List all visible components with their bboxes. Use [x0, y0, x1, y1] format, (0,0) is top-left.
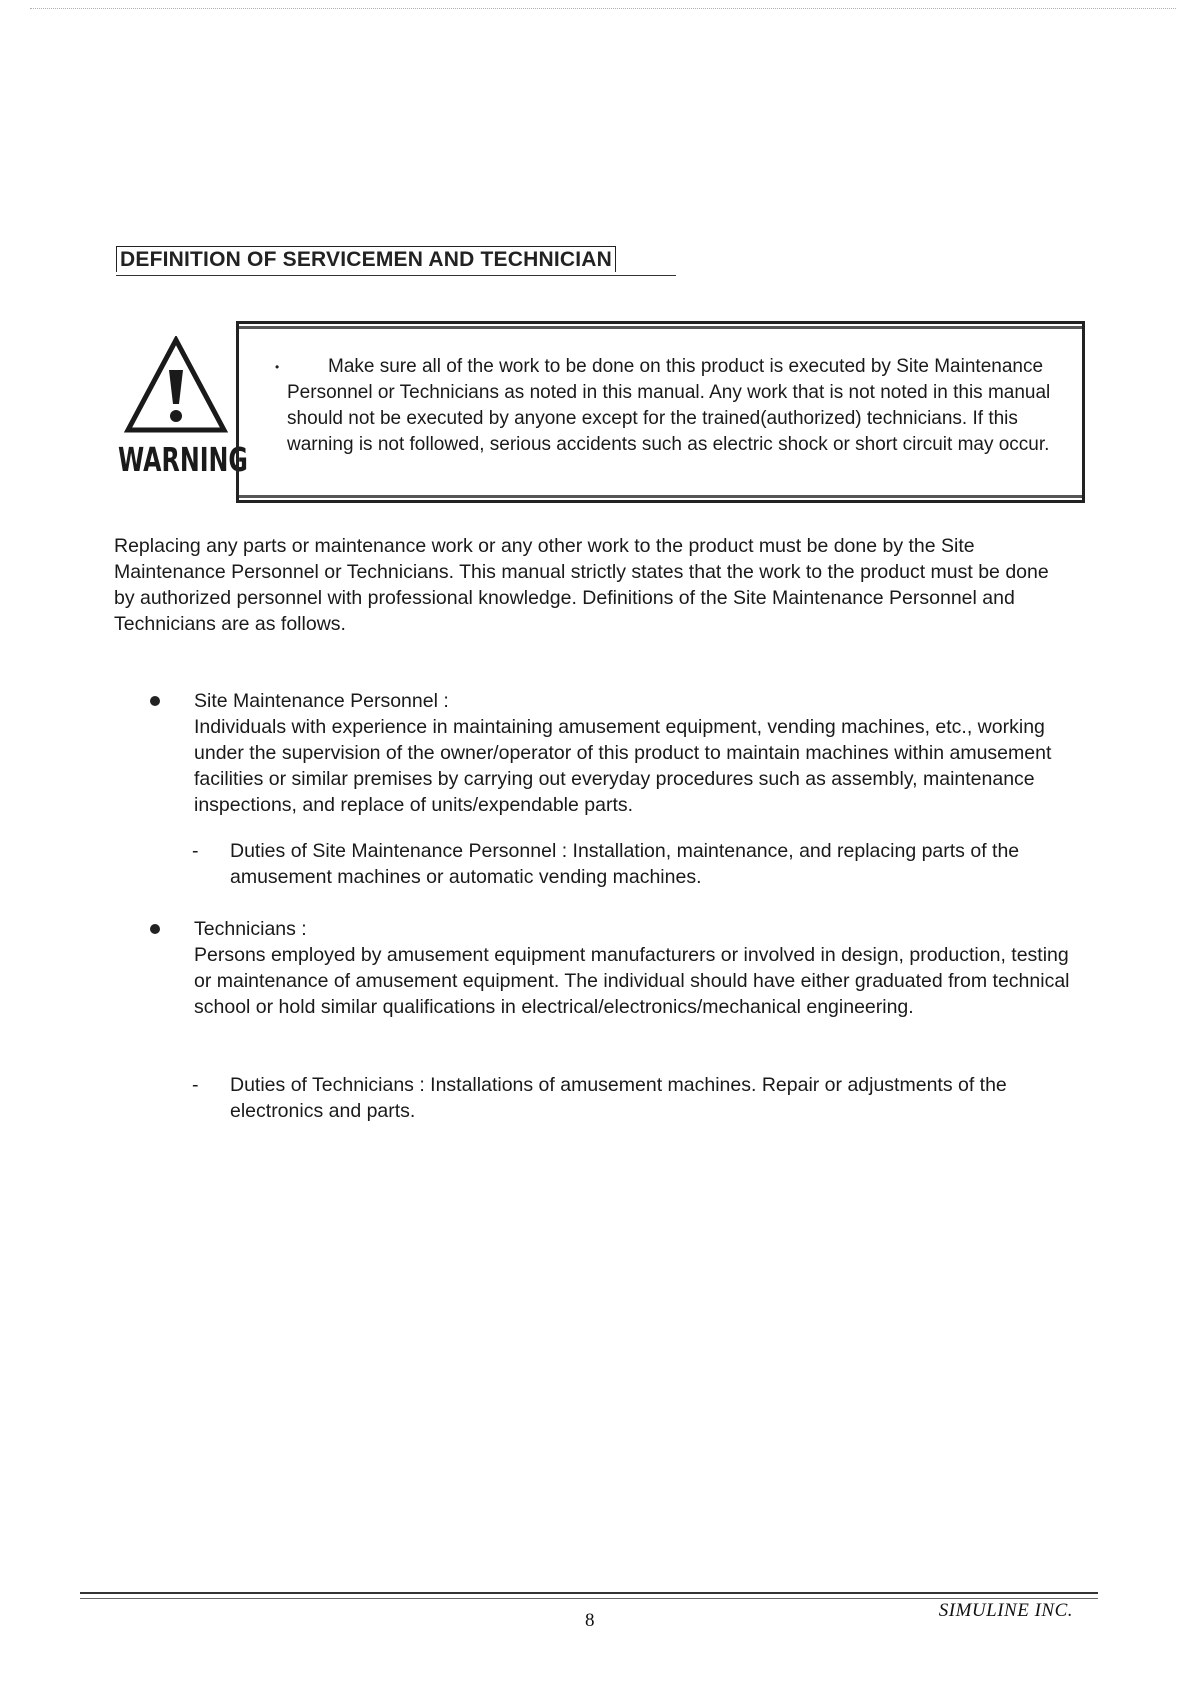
warning-box-top-bar [239, 326, 1082, 329]
bullet-dot-icon [150, 924, 160, 934]
warning-symbol [118, 336, 248, 488]
definition-body: Persons employed by amusement equipment manufacturers or involved in design, production, testing or maintenance of amusement equipment. The individual should have either graduated from technical school or hold similar qualifications in electrical/electronics/mechanical engineering. [194, 944, 1070, 1018]
duty-dash: - [192, 1074, 199, 1096]
warning-triangle-icon [124, 336, 228, 436]
warning-box [236, 321, 1085, 503]
bullet-dot-icon [150, 696, 160, 706]
footer-rule [80, 1592, 1098, 1599]
duty-dash: - [192, 840, 199, 862]
top-edge-dots [30, 8, 1176, 9]
warning-text: Make sure all of the work to be done on this product is executed by Site Maintenance Personnel or Technicians as noted in this manual. Any work that is not noted in this manual should not be executed by anyone except for the trained(authorized) technicians. If this warning is not followed, serious accidents such as electric shock or short circuit may occur. [287, 356, 1051, 455]
warning-bullet: • [275, 360, 280, 374]
warning-box-bottom-bar [239, 495, 1082, 498]
definition-heading: Technicians : [194, 918, 307, 940]
duty-text: Duties of Site Maintenance Personnel : Installation, maintenance, and replacing parts of the amusement machines or automatic vending machines. [230, 840, 1020, 888]
page-number: 8 [585, 1610, 595, 1631]
definition-heading: Site Maintenance Personnel : [194, 690, 449, 712]
title-underline [116, 275, 676, 276]
intro-paragraph: Replacing any parts or maintenance work or any other work to the product must be done by the Site Maintenance Personnel or Technicians. This manual strictly states that the work to the product must be done by authorized personnel with professional knowledge. Definitions of the Site Maintenance Personnel and Technicians are as follows. [114, 535, 1049, 635]
duty-text: Duties of Technicians : Installations of amusement machines. Repair or adjustments of the electronics and parts. [230, 1074, 1007, 1122]
page-title: DEFINITION OF SERVICEMEN AND TECHNICIAN [116, 246, 616, 272]
definition-body: Individuals with experience in maintaining amusement equipment, vending machines, etc., working under the supervision of the owner/operator of this product to maintain machines within amusement facilities or similar premises by carrying out everyday procedures such as assembly, maintenance inspections, and replace of units/expendable parts. [194, 716, 1052, 816]
company-name: SIMULINE INC. [938, 1600, 1073, 1621]
warning-label: WARNING [118, 440, 248, 479]
